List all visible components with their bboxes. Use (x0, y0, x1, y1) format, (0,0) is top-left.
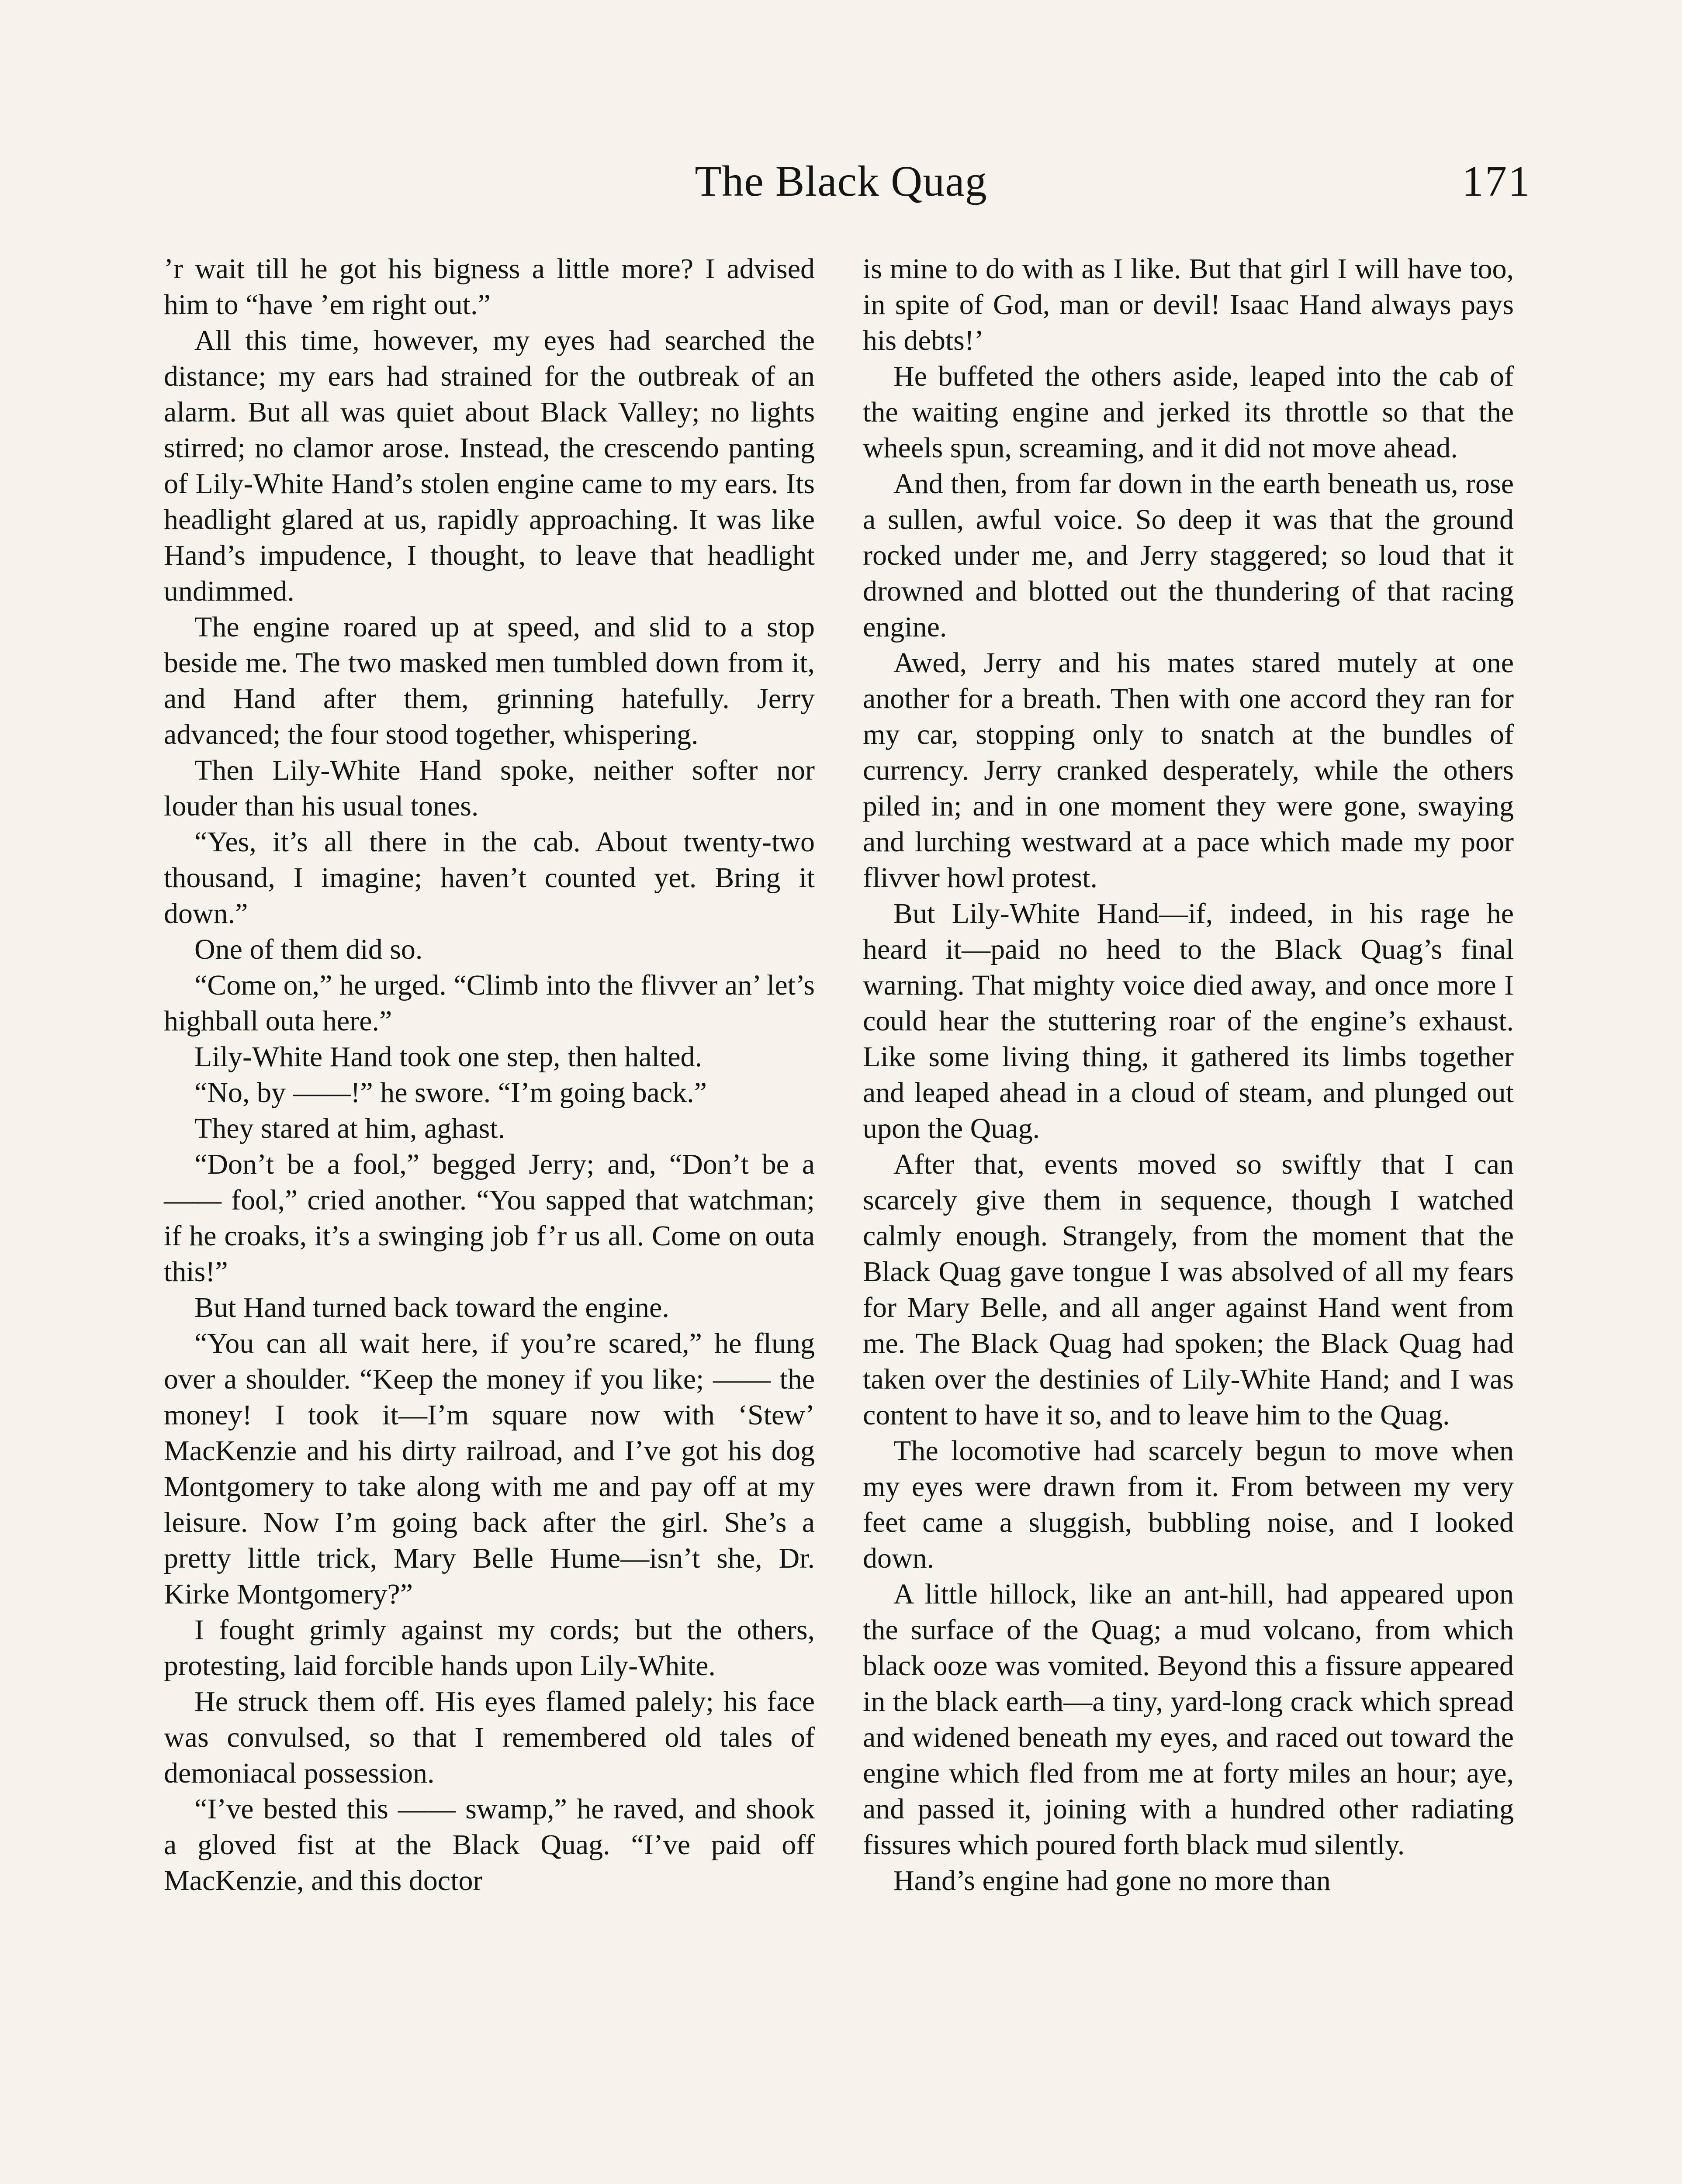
paragraph: “No, by ——!” he swore. “I’m going back.” (194, 1077, 707, 1109)
paragraph: All this time, however, my eyes had searched the distance; my ears had strained for the outbreak of an alarm. But all was quiet about Black Valley; no lights stirred; no clamor arose. Instead, the crescendo panting of Lily-White Hand’s stolen engine came to my ears. Its headlight glared at us, rapidly approaching. It was like Hand’s impudence, I thought, to leave that headlight undimmed. (164, 325, 815, 607)
paragraph: A little hillock, like an ant-hill, had appeared upon the surface of the Quag; a mud volcano, from which black ooze was vomited. Beyond this a fissure appeared in the black earth—a tiny, yard-long crack which spread and widened beneath my eyes, and raced out toward the engine which fled from me at forty miles an hour; aye, and passed it, joining with a hundred other radiating fissures which poured forth black mud silently. (863, 1578, 1514, 1861)
paragraph: ’r wait till he got his bigness a little more? I advised him to “have ’em right out.” (164, 253, 815, 321)
paragraph: “You can all wait here, if you’re scared,” he flung over a shoulder. “Keep the money if you like; —— the money! I took it—I’m square now with ‘Stew’ MacKenzie and his dirty railroad, and I’ve got his dog Montgomery to take along with me and pay off at my leisure. Now I’m going back after the girl. She’s a pretty little trick, Mary Belle Hume—isn’t she, Dr. Kirke Montgomery?” (164, 1327, 815, 1610)
paragraph: He struck them off. His eyes flamed palely; his face was convulsed, so that I remembered old tales of demoniacal possession. (164, 1686, 815, 1789)
paragraph: The locomotive had scarcely begun to move when my eyes were drawn from it. From between my very feet came a sluggish, bubbling noise, and I looked down. (863, 1435, 1514, 1574)
left-column (164, 251, 815, 2184)
paragraph: After that, events moved so swiftly that I can scarcely give them in sequence, though I watched calmly enough. Strangely, from the moment that the Black Quag gave tongue I was absolved of all my fears for Mary Belle, and all anger against Hand went from me. The Black Quag had spoken; the Black Quag had taken over the destinies of Lily-White Hand; and I was content to have it so, and to leave him to the Quag. (863, 1148, 1514, 1431)
paragraph: He buffeted the others aside, leaped into the cab of the waiting engine and jerked its throttle so that the wheels spun, screaming, and it did not move ahead. (863, 360, 1514, 464)
paragraph: Hand’s engine had gone no more than (893, 1865, 1331, 1897)
paragraph: But Hand turned back toward the engine. (194, 1292, 669, 1324)
paragraph: One of them did so. (194, 933, 423, 965)
paragraph: Then Lily-White Hand spoke, neither softer nor louder than his usual tones. (164, 754, 815, 822)
paragraph: “I’ve bested this —— swamp,” he raved, and shook a gloved fist at the Black Quag. “I’ve paid off MacKenzie, and this doctor (164, 1793, 815, 1897)
page-number: 171 (1462, 157, 1531, 205)
paragraph: The engine roared up at speed, and slid to a stop beside me. The two masked men tumbled down from it, and Hand after them, grinning hatefully. Jerry advanced; the four stood together, whispering. (164, 611, 815, 750)
running-title: The Black Quag (695, 157, 987, 205)
page-header (0, 153, 1682, 218)
paragraph: But Lily-White Hand—if, indeed, in his rage he heard it—paid no heed to the Black Quag’s final warning. That mighty voice died away, and once more I could hear the stuttering roar of the engine’s exhaust. Like some living thing, it gathered its limbs together and leaped ahead in a cloud of steam, and plunged out upon the Quag. (863, 898, 1514, 1144)
right-column (863, 251, 1514, 2184)
paragraph: “Yes, it’s all there in the cab. About twenty-two thousand, I imagine; haven’t counted yet. Bring it down.” (164, 826, 815, 930)
paragraph: Awed, Jerry and his mates stared mutely at one another for a breath. Then with one accord they ran for my car, stopping only to snatch at the bundles of currency. Jerry cranked desperately, while the others piled in; and in one moment they were gone, swaying and lurching westward at a pace which made my poor flivver howl protest. (863, 647, 1514, 894)
paragraph: I fought grimly against my cords; but the others, protesting, laid forcible hands upon Lily-White. (164, 1614, 815, 1682)
paragraph: “Come on,” he urged. “Climb into the flivver an’ let’s highball outa here.” (164, 969, 815, 1037)
paragraph: “Don’t be a fool,” begged Jerry; and, “Don’t be a —— fool,” cried another. “You sapped that watchman; if he croaks, it’s a swinging job f’r us all. Come on outa this!” (164, 1148, 815, 1288)
paragraph: Lily-White Hand took one step, then halted. (194, 1041, 703, 1073)
paragraph: is mine to do with as I like. But that girl I will have too, in spite of God, man or devil! Isaac Hand always pays his debts!’ (863, 253, 1514, 356)
paragraph: And then, from far down in the earth beneath us, rose a sullen, awful voice. So deep it was that the ground rocked under me, and Jerry staggered; so loud that it drowned and blotted out the thundering of that racing engine. (863, 468, 1514, 643)
paragraph: They stared at him, aghast. (194, 1113, 505, 1144)
